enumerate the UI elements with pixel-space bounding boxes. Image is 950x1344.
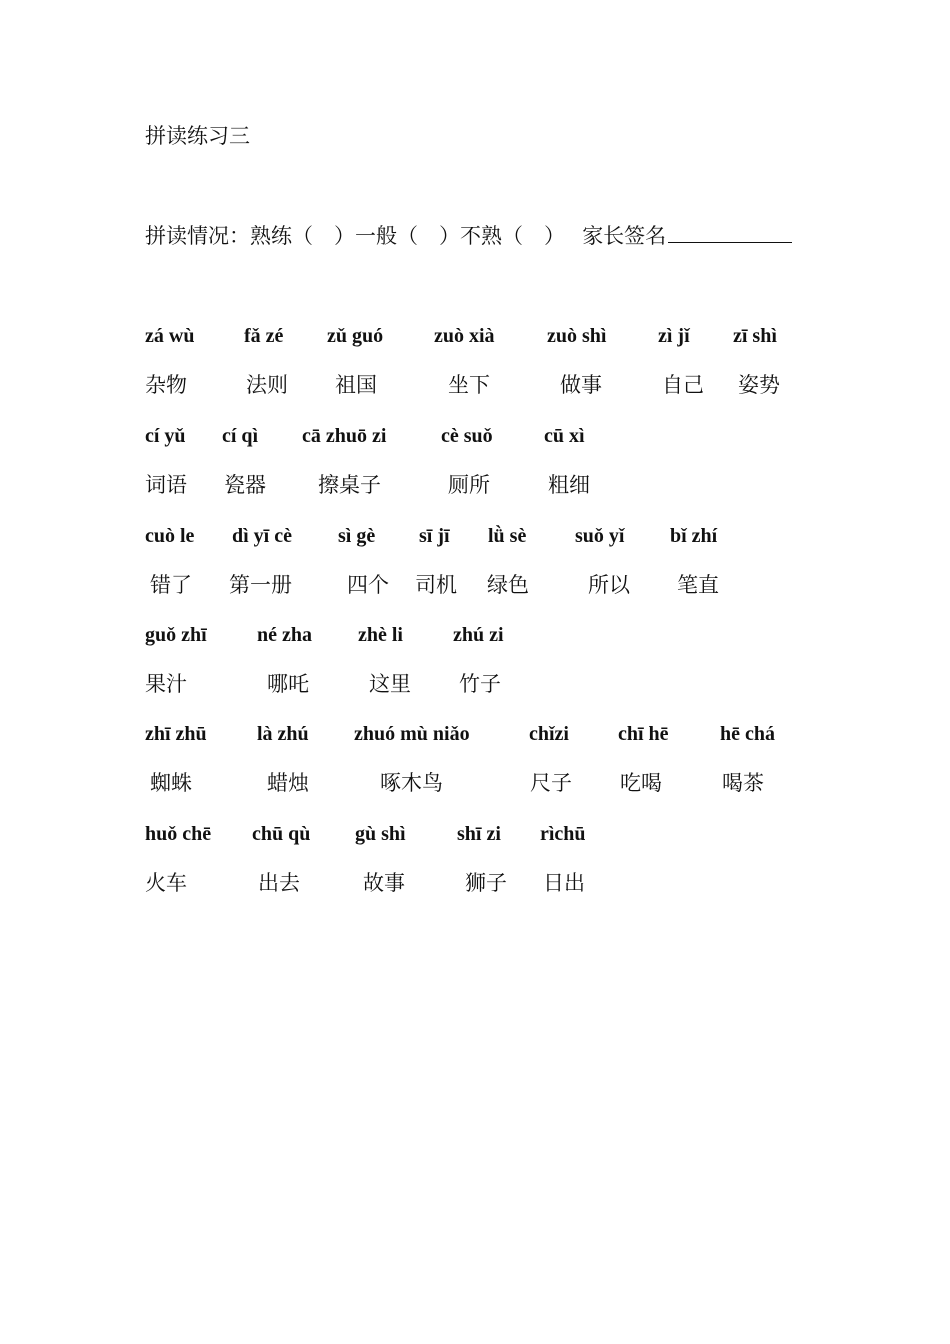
pinyin-word: suǒ yǐ: [575, 525, 625, 547]
hanzi-word: 故事: [363, 871, 405, 895]
pinyin-word: né zha: [257, 624, 312, 646]
hanzi-word: 祖国: [335, 373, 377, 397]
hanzi-row: [0, 769, 950, 799]
pinyin-word: zǔ guó: [327, 325, 384, 347]
hanzi-word: 啄木鸟: [380, 771, 443, 795]
hanzi-word: 狮子: [465, 871, 507, 895]
hanzi-row: [0, 869, 950, 899]
pinyin-word: hē chá: [720, 723, 775, 745]
pinyin-word: chī hē: [618, 723, 669, 745]
pinyin-word: huǒ chē: [145, 823, 212, 845]
hanzi-word: 姿势: [738, 373, 780, 397]
hanzi-word: 坐下: [448, 373, 490, 397]
pinyin-word: cā zhuō zi: [302, 425, 387, 447]
pinyin-word: bǐ zhí: [670, 525, 718, 547]
hanzi-word: 出去: [258, 871, 300, 895]
hanzi-word: 蜘蛛: [150, 771, 192, 795]
pinyin-word: lǜ sè: [488, 525, 527, 547]
pinyin-word: dì yī cè: [232, 525, 292, 547]
signature-line[interactable]: [668, 222, 792, 243]
pinyin-word: rìchū: [540, 823, 586, 845]
pinyin-word: guǒ zhī: [145, 624, 207, 646]
pinyin-word: sī jī: [419, 525, 450, 547]
hanzi-word: 厕所: [448, 473, 490, 497]
pinyin-row: [0, 821, 950, 851]
pinyin-row: [0, 721, 950, 751]
hanzi-word: 法则: [246, 373, 288, 397]
signature-label: 家长签名: [582, 224, 667, 248]
pinyin-word: zī shì: [733, 325, 777, 347]
hanzi-word: 粗细: [548, 473, 590, 497]
pinyin-word: zuò xià: [434, 325, 495, 347]
hanzi-word: 喝茶: [722, 771, 764, 795]
hanzi-word: 所以: [588, 573, 630, 597]
hanzi-word: 词语: [145, 473, 187, 497]
status-options: 熟练（ ）一般（ ）不熟（ ）: [250, 224, 555, 248]
pinyin-word: cū xì: [544, 425, 585, 447]
status-label: 拼读情况：: [145, 224, 250, 248]
hanzi-word: 火车: [145, 871, 187, 895]
pinyin-word: gù shì: [355, 823, 406, 845]
hanzi-word: 哪吒: [267, 672, 309, 696]
hanzi-word: 这里: [369, 672, 411, 696]
hanzi-word: 杂物: [145, 373, 187, 397]
hanzi-word: 果汁: [145, 672, 187, 696]
pinyin-word: cè suǒ: [441, 425, 493, 447]
pinyin-word: zhuó mù niǎo: [354, 723, 470, 745]
pinyin-word: zhè li: [358, 624, 403, 646]
pinyin-word: fǎ zé: [244, 325, 284, 347]
hanzi-word: 竹子: [459, 672, 501, 696]
reading-status-line: [145, 222, 792, 250]
pinyin-row: [0, 323, 950, 353]
pinyin-word: zhú zi: [453, 624, 504, 646]
pinyin-word: zá wù: [145, 325, 195, 347]
pinyin-word: shī zi: [457, 823, 501, 845]
hanzi-word: 日出: [543, 871, 585, 895]
pinyin-word: cí qì: [222, 425, 259, 447]
hanzi-word: 尺子: [530, 771, 572, 795]
hanzi-word: 做事: [560, 373, 602, 397]
hanzi-row: [0, 371, 950, 401]
hanzi-word: 错了: [150, 573, 192, 597]
hanzi-word: 吃喝: [620, 771, 662, 795]
pinyin-word: cí yǔ: [145, 425, 186, 447]
pinyin-word: cuò le: [145, 525, 195, 547]
hanzi-word: 蜡烛: [267, 771, 309, 795]
page-title: 拼读练习三: [145, 124, 250, 148]
pinyin-row: [0, 622, 950, 652]
pinyin-word: zuò shì: [547, 325, 607, 347]
hanzi-row: [0, 571, 950, 601]
pinyin-word: chǐzi: [529, 723, 569, 745]
hanzi-word: 四个: [347, 573, 389, 597]
pinyin-row: [0, 423, 950, 453]
hanzi-word: 擦桌子: [318, 473, 381, 497]
hanzi-word: 自己: [662, 373, 704, 397]
hanzi-word: 瓷器: [224, 473, 266, 497]
pinyin-word: chū qù: [252, 823, 311, 845]
pinyin-word: sì gè: [338, 525, 376, 547]
hanzi-word: 绿色: [487, 573, 529, 597]
hanzi-word: 笔直: [677, 573, 719, 597]
pinyin-row: [0, 523, 950, 553]
pinyin-word: zì jǐ: [658, 325, 690, 347]
pinyin-word: là zhú: [257, 723, 309, 745]
hanzi-row: [0, 670, 950, 700]
hanzi-word: 第一册: [229, 573, 292, 597]
pinyin-word: zhī zhū: [145, 723, 207, 745]
hanzi-row: [0, 471, 950, 501]
hanzi-word: 司机: [415, 573, 457, 597]
